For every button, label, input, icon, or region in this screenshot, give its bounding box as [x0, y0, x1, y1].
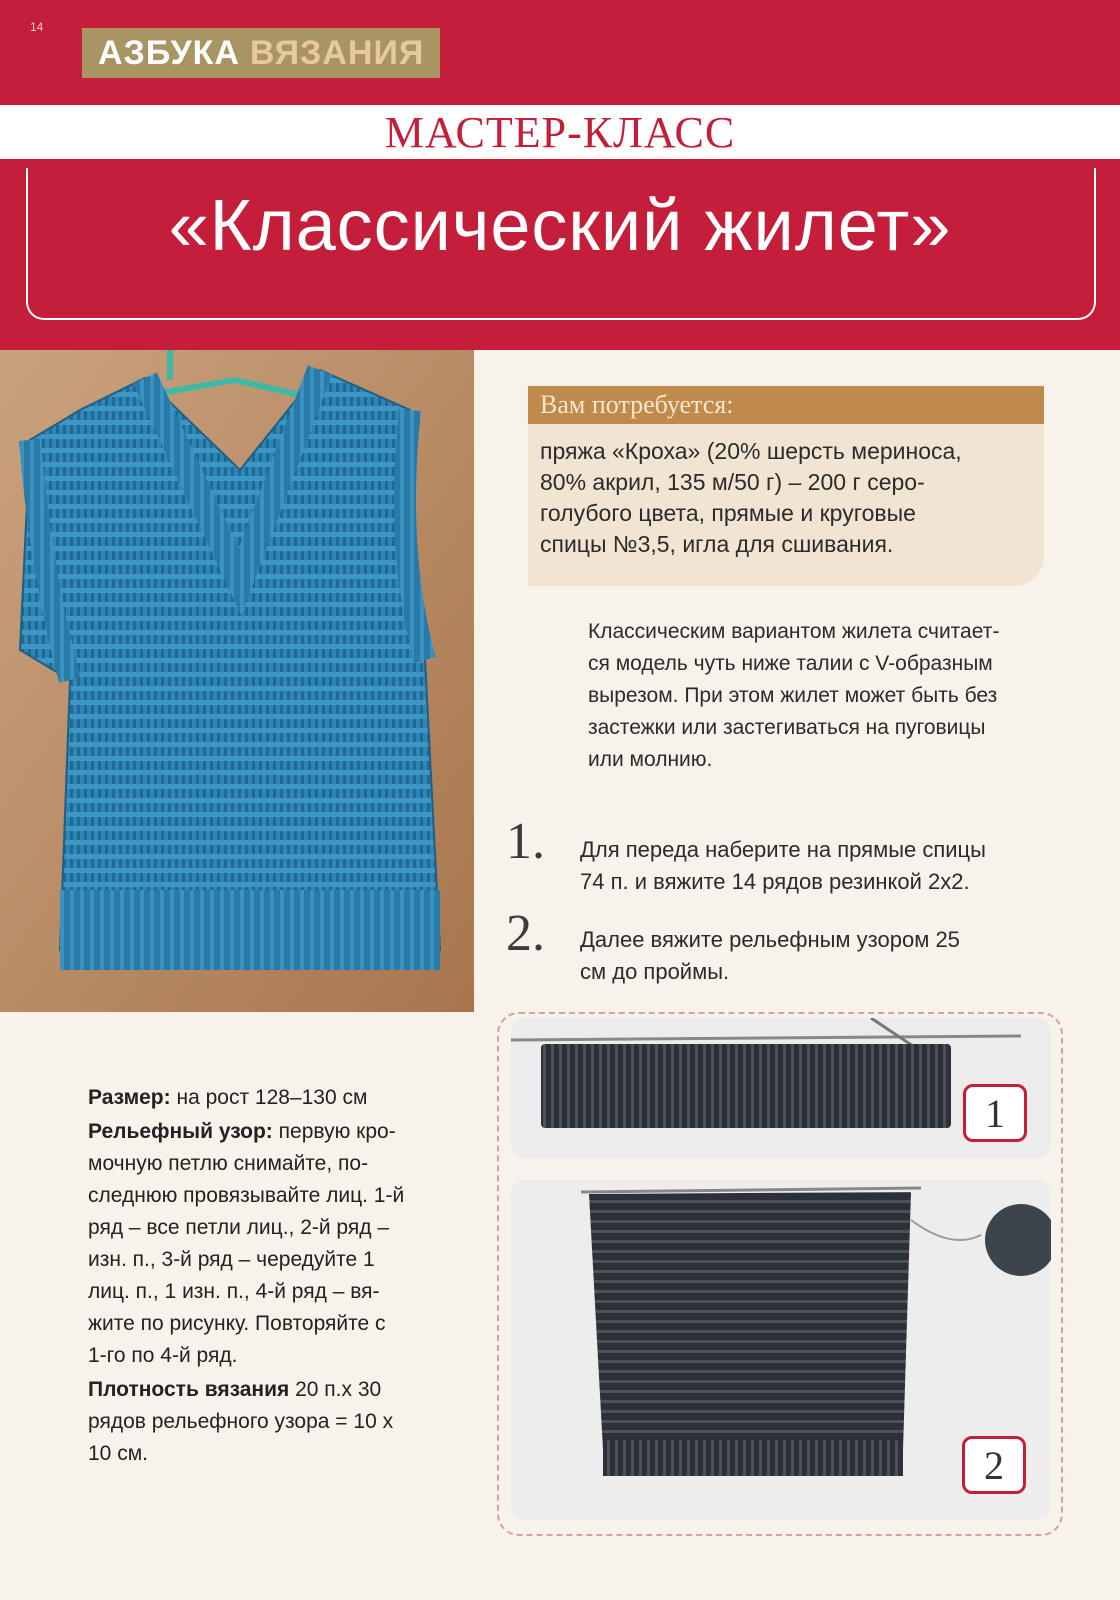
intro-line: или молнию. [588, 748, 713, 771]
intro-line: застежки или застегиваться на пуговицы [588, 716, 986, 739]
pattern-spec [88, 1116, 430, 1372]
step-text [580, 924, 1048, 988]
pattern-line: изн. п., 3-й ряд – чередуйте 1 [88, 1248, 375, 1271]
size-value: на рост 128–130 см [176, 1086, 368, 1109]
step-line: Далее вяжите рельефным узором 25 [580, 927, 960, 952]
step-number: 2. [506, 905, 545, 962]
vest-illustration [0, 350, 474, 1012]
intro-line: ся модель чуть ниже талии с V-образным [588, 652, 993, 675]
materials-line: пряжа «Кроха» (20% шерсть мериноса, [540, 438, 962, 464]
intro-line: Классическим вариантом жилета считает- [588, 620, 1000, 643]
intro-line: вырезом. При этом жилет может быть без [588, 684, 998, 707]
pattern-label: Рельефный узор: [88, 1120, 273, 1143]
vest-photo [0, 350, 474, 1012]
intro-paragraph [588, 616, 1048, 776]
pattern-line: ряд – все петли лиц., 2-й ряд – [88, 1216, 390, 1239]
section-band [0, 105, 1120, 159]
page-number: 14 [30, 20, 44, 34]
rubric-part1: АЗБУКА [98, 33, 240, 72]
density-spec [88, 1374, 430, 1470]
pattern-line: мочную петлю снимайте, по- [88, 1152, 369, 1175]
materials-line: спицы №3,5, игла для сшивания. [540, 531, 894, 557]
step-line: 74 п. и вяжите 14 рядов резинкой 2х2. [580, 869, 970, 894]
step-number: 1. [506, 813, 545, 870]
section-title: МАСТЕР-КЛАСС [384, 107, 736, 157]
pattern-line: 1-го по 4-й ряд. [88, 1344, 238, 1367]
size-spec [88, 1082, 430, 1114]
density-line: 20 п.х 30 [295, 1378, 382, 1401]
page-title: «Классический жилет» [168, 186, 952, 266]
materials-header [528, 386, 1044, 424]
materials-heading: Вам потребуется: [540, 390, 734, 419]
header-banner [0, 0, 1120, 350]
photo-badge-1: 1 [963, 1084, 1027, 1142]
pattern-line: лиц. п., 1 изн. п., 4-й ряд – вя- [88, 1280, 380, 1303]
rubric-label [82, 28, 440, 78]
materials-line: голубого цвета, прямые и круговые [540, 500, 916, 526]
step-line: см до проймы. [580, 959, 730, 984]
photo-badge-2: 2 [962, 1436, 1026, 1494]
step-line: Для переда наберите на прямые спицы [580, 837, 986, 862]
size-label: Размер: [88, 1086, 171, 1109]
pattern-line: жите по рисунку. Повторяйте с [88, 1312, 386, 1335]
density-line: 10 см. [88, 1442, 148, 1465]
step-text [580, 834, 1048, 898]
pattern-line: первую кро- [278, 1120, 396, 1143]
materials-text [540, 436, 1030, 560]
density-line: рядов рельефного узора = 10 х [88, 1410, 394, 1433]
density-label: Плотность вязания [88, 1378, 290, 1401]
pattern-line: следнюю провязывайте лиц. 1-й [88, 1184, 405, 1207]
rubric-part2: ВЯЗАНИЯ [249, 33, 425, 72]
specs-block [88, 1082, 430, 1472]
materials-line: 80% акрил, 135 м/50 г) – 200 г серо- [540, 469, 925, 495]
